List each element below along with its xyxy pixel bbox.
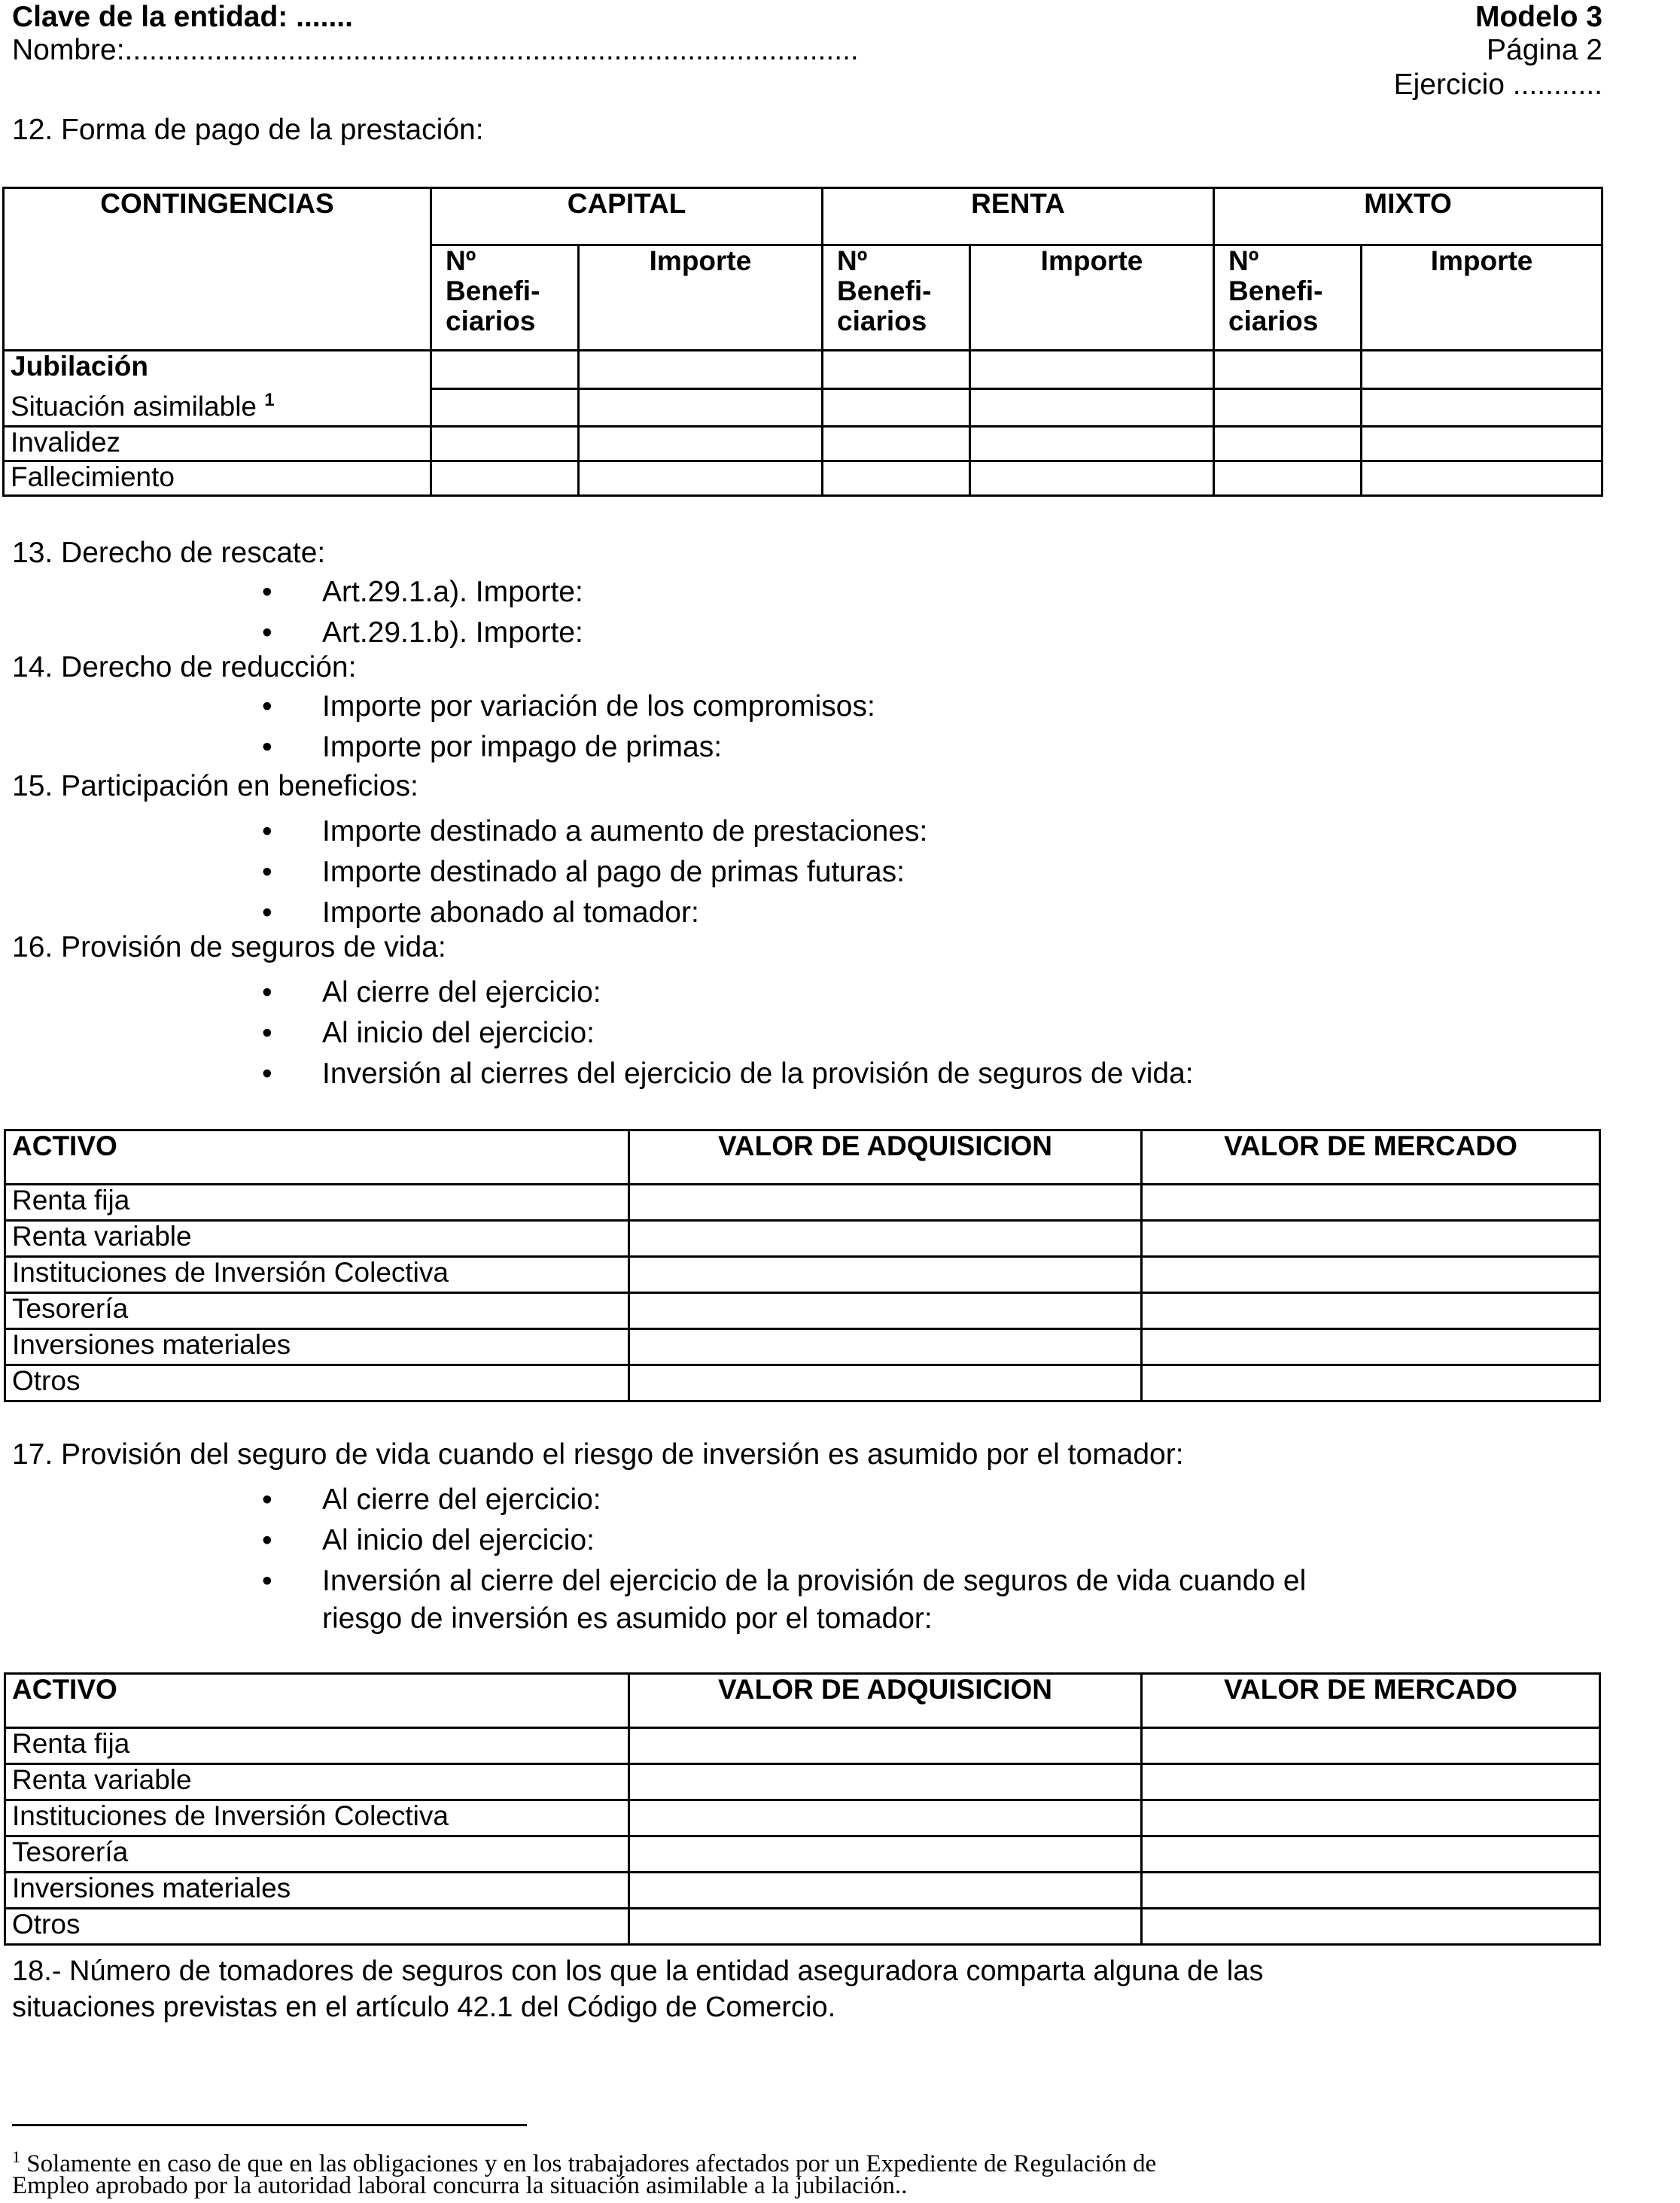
renta-nbenef-header: Nº Benefi- ciarios bbox=[823, 245, 970, 351]
asset-row-label: Renta variable bbox=[5, 1764, 629, 1800]
cell bbox=[629, 1800, 1142, 1836]
cell bbox=[629, 1329, 1142, 1365]
cell bbox=[1214, 351, 1362, 389]
cell bbox=[579, 351, 823, 389]
cell bbox=[970, 388, 1214, 427]
invalidez-label: Invalidez bbox=[4, 427, 431, 461]
list-item: • Inversión al cierres del ejercicio de la provisión de seguros de vida: bbox=[322, 1054, 1194, 1094]
cell bbox=[1142, 1185, 1600, 1221]
footnote-mark: 1 bbox=[12, 2147, 20, 2166]
list-item: • Art.29.1.a). Importe: bbox=[322, 572, 583, 613]
list-item: • Al cierre del ejercicio: bbox=[322, 1480, 1306, 1520]
list-item: • Al inicio del ejercicio: bbox=[322, 1013, 1194, 1054]
modelo-label: Modelo 3 bbox=[1475, 1, 1602, 33]
section-17-title: 17. Provisión del seguro de vida cuando el riesgo de inversión es asumido por el tomador: bbox=[12, 1438, 1184, 1471]
cell bbox=[1142, 1764, 1600, 1800]
section-17-list bbox=[322, 1480, 1306, 1602]
cell bbox=[1362, 461, 1602, 496]
mercado-header: VALOR DE MERCADO bbox=[1142, 1674, 1600, 1728]
list-item: • Importe por impago de primas: bbox=[322, 727, 875, 768]
asset-row-label: Inversiones materiales bbox=[5, 1329, 629, 1365]
cell bbox=[1214, 388, 1362, 427]
cell bbox=[1142, 1365, 1600, 1401]
list-item: • Al inicio del ejercicio: bbox=[322, 1520, 1306, 1561]
asset-row-label: Otros bbox=[5, 1365, 629, 1401]
cell bbox=[629, 1873, 1142, 1909]
asset-row-label: Tesorería bbox=[5, 1836, 629, 1873]
section-18-line1: 18.- Número de tomadores de seguros con los que la entidad aseguradora comparta alguna de las bbox=[12, 1955, 1264, 1987]
section-14-list bbox=[322, 686, 875, 768]
cell bbox=[431, 388, 579, 427]
cell bbox=[970, 351, 1214, 389]
cell bbox=[1142, 1836, 1600, 1873]
asset-table-17 bbox=[4, 1672, 1601, 1946]
nombre-field: Nombre:.......................................................................................... bbox=[12, 34, 859, 66]
renta-header: RENTA bbox=[823, 188, 1214, 245]
footnote-separator bbox=[12, 2124, 527, 2126]
mercado-header: VALOR DE MERCADO bbox=[1142, 1130, 1600, 1185]
cell bbox=[1142, 1873, 1600, 1909]
cell bbox=[629, 1185, 1142, 1221]
list-item: • Inversión al cierre del ejercicio de la provisión de seguros de vida cuando el bbox=[322, 1561, 1306, 1602]
cell bbox=[1214, 461, 1362, 496]
row-jubilacion bbox=[4, 351, 431, 427]
cell bbox=[1142, 1221, 1600, 1257]
cell bbox=[823, 351, 970, 389]
cell bbox=[970, 427, 1214, 461]
cell bbox=[1142, 1728, 1600, 1764]
cell bbox=[431, 351, 579, 389]
cell bbox=[1142, 1800, 1600, 1836]
clave-entidad: Clave de la entidad: ....... bbox=[12, 1, 353, 33]
cell bbox=[579, 388, 823, 427]
footnote-text-1: Solamente en caso de que en las obligaciones y en los trabajadores afectados por un Expediente de Regulación de bbox=[26, 2150, 1157, 2177]
activo-header: ACTIVO bbox=[5, 1130, 629, 1185]
forma-pago-table bbox=[2, 187, 1603, 497]
mixto-nbenef-header: Nº Benefi- ciarios bbox=[1214, 245, 1362, 351]
section-15-title: 15. Participación en beneficios: bbox=[12, 770, 418, 802]
cell bbox=[970, 461, 1214, 496]
list-item: • Al cierre del ejercicio: bbox=[322, 972, 1194, 1013]
situacion-text: Situación asimilable bbox=[11, 391, 257, 422]
asset-row-label: Instituciones de Inversión Colectiva bbox=[5, 1800, 629, 1836]
capital-nbenef-header: Nº Benefi- ciarios bbox=[431, 245, 579, 351]
asset-row-label: Tesorería bbox=[5, 1293, 629, 1329]
asset-row-label: Renta variable bbox=[5, 1221, 629, 1257]
section-16-list bbox=[322, 972, 1194, 1094]
list-item: • Importe por variación de los compromisos: bbox=[322, 686, 875, 727]
section-13-list bbox=[322, 572, 583, 653]
footnote-ref: 1 bbox=[264, 390, 275, 410]
cell bbox=[1142, 1329, 1600, 1365]
cell bbox=[1362, 388, 1602, 427]
list-item: • Importe destinado a aumento de prestaciones: bbox=[322, 811, 927, 852]
asset-row-label: Inversiones materiales bbox=[5, 1873, 629, 1909]
capital-header: CAPITAL bbox=[431, 188, 823, 245]
asset-row-label: Otros bbox=[5, 1909, 629, 1945]
section-12-title: 12. Forma de pago de la prestación: bbox=[12, 114, 484, 146]
asset-row-label: Renta fija bbox=[5, 1728, 629, 1764]
cell bbox=[629, 1728, 1142, 1764]
cell bbox=[1142, 1257, 1600, 1293]
fallecimiento-label: Fallecimiento bbox=[4, 461, 431, 496]
contingencias-header: CONTINGENCIAS bbox=[4, 188, 431, 351]
section-18-line2: situaciones previstas en el artículo 42.1 del Código de Comercio. bbox=[12, 1992, 836, 2023]
footnote-line2: Empleo aprobado por la autoridad laboral concurra la situación asimilable a la jubilación.. bbox=[12, 2172, 908, 2199]
mixto-importe-header: Importe bbox=[1362, 245, 1602, 351]
cell bbox=[431, 427, 579, 461]
section-16-title: 16. Provisión de seguros de vida: bbox=[12, 931, 446, 963]
cell bbox=[1362, 427, 1602, 461]
jubilacion-label: Jubilación bbox=[11, 351, 148, 382]
cell bbox=[1214, 427, 1362, 461]
asset-row-label: Renta fija bbox=[5, 1185, 629, 1221]
cell bbox=[629, 1909, 1142, 1945]
cell bbox=[629, 1365, 1142, 1401]
cell bbox=[431, 461, 579, 496]
cell bbox=[629, 1257, 1142, 1293]
list-item: • Importe abonado al tomador: bbox=[322, 893, 927, 933]
adquisicion-header: VALOR DE ADQUISICION bbox=[629, 1130, 1142, 1185]
section-13-title: 13. Derecho de rescate: bbox=[12, 537, 326, 569]
capital-importe-header: Importe bbox=[579, 245, 823, 351]
adquisicion-header: VALOR DE ADQUISICION bbox=[629, 1674, 1142, 1728]
section-15-list bbox=[322, 811, 927, 933]
section-14-title: 14. Derecho de reducción: bbox=[12, 651, 357, 683]
cell bbox=[823, 427, 970, 461]
asset-row-label: Instituciones de Inversión Colectiva bbox=[5, 1257, 629, 1293]
cell bbox=[823, 388, 970, 427]
cell bbox=[1142, 1909, 1600, 1945]
list-item: • Importe destinado al pago de primas futuras: bbox=[322, 852, 927, 893]
situacion-asimilable-label bbox=[11, 382, 424, 425]
ejercicio-field: Ejercicio ........... bbox=[1393, 68, 1602, 101]
activo-header: ACTIVO bbox=[5, 1674, 629, 1728]
asset-table-16 bbox=[4, 1129, 1601, 1402]
mixto-header: MIXTO bbox=[1214, 188, 1602, 245]
cell bbox=[823, 461, 970, 496]
renta-importe-header: Importe bbox=[970, 245, 1214, 351]
cell bbox=[629, 1221, 1142, 1257]
list-item: • Art.29.1.b). Importe: bbox=[322, 613, 583, 653]
cell bbox=[1142, 1293, 1600, 1329]
pagina-label: Página 2 bbox=[1487, 34, 1602, 66]
cell bbox=[629, 1764, 1142, 1800]
cell bbox=[1362, 351, 1602, 389]
cell bbox=[579, 461, 823, 496]
cell bbox=[629, 1836, 1142, 1873]
cell bbox=[579, 427, 823, 461]
section-17-item3-line2: riesgo de inversión es asumido por el tomador: bbox=[322, 1602, 933, 1635]
cell bbox=[629, 1293, 1142, 1329]
